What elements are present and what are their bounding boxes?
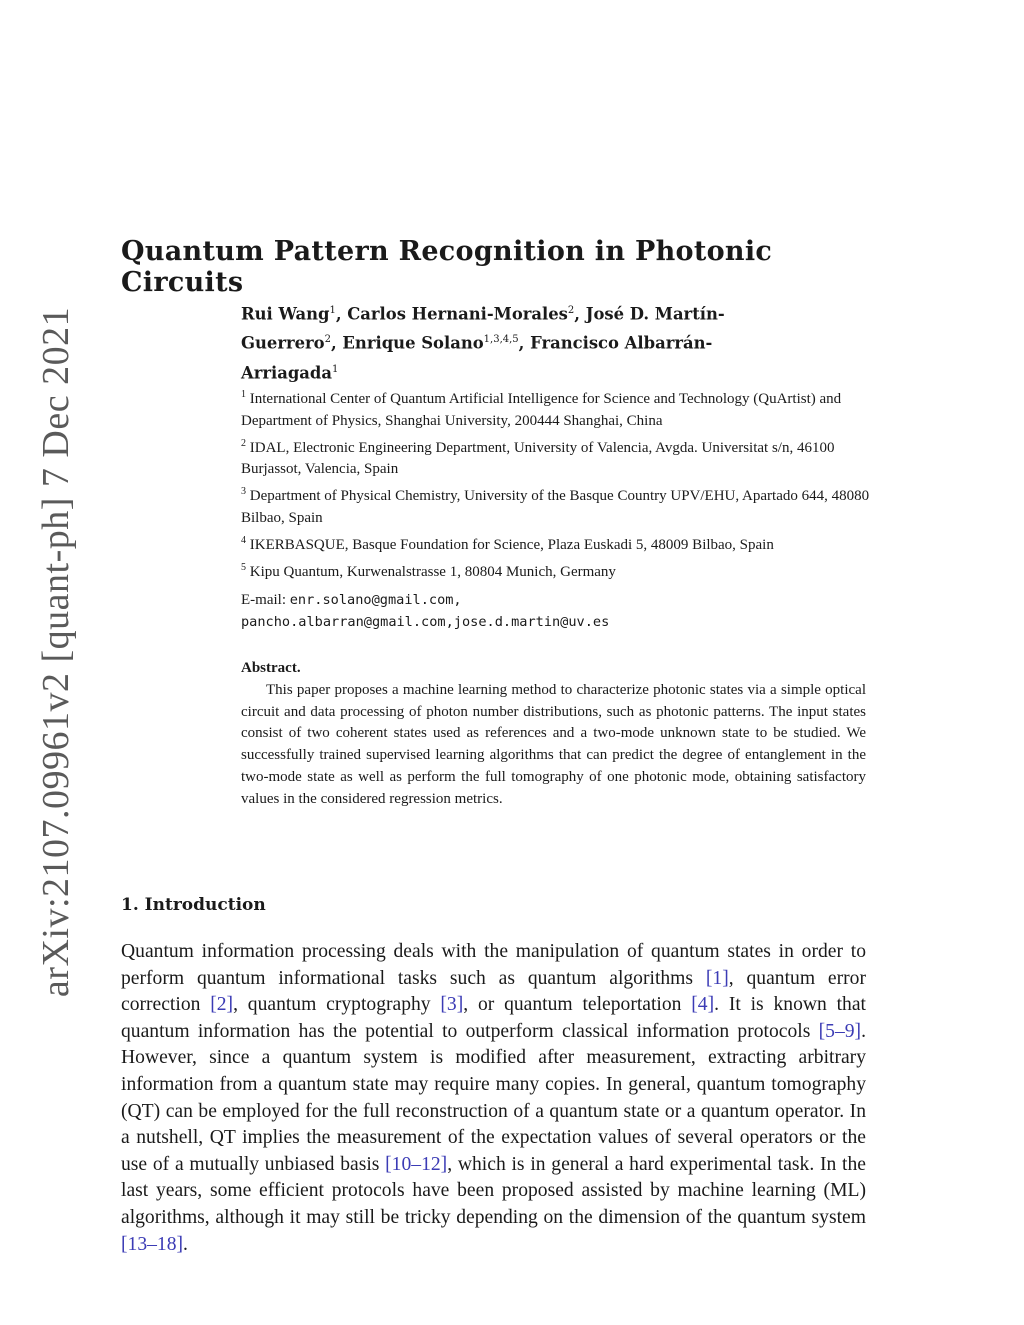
abstract-heading: Abstract. [241,660,301,676]
paragraph-text: , quantum cryptography [233,994,441,1016]
citation-link[interactable]: [3] [440,994,464,1016]
abstract-text: This paper proposes a machine learning method to characterize photonic states via a simple optical circuit and data processing of photon number distributions, such as photonic patterns. The input states consist of two coherent states used as references and a two-mode unknown state to be studied. We successfully trained supervised learning algorithms that can predict the degree of entanglement in the two-mode state as well as perform the full tomography of one photonic mode, obtaining satisfactory values in the considered regression metrics. [241,681,866,807]
author-name: Francisco Albarrán-Arriagada [241,333,713,383]
author-separator: , [518,333,531,353]
affiliation-item [241,530,881,557]
paragraph-text: , quantum error correction [121,967,866,1016]
citation-link[interactable]: [4] [691,994,715,1016]
paper-title: Quantum Pattern Recognition in Photonic Circuits [121,236,773,298]
affiliation-text: IDAL, Electronic Engineering Department, University of Valencia, Avgda. Universitat s/n, 46100 Burjassot, Valencia, Spain [241,439,835,478]
affiliation-number: 4 [241,534,246,546]
author-affiliation-mark: 1 [329,305,336,316]
email-label: E-mail: [241,592,286,608]
paragraph-text: . However, since a quantum system is modified after measurement, extracting arbitrary information from a quantum state may require many copies. In general, quantum tomography (QT) can be employed for the full reconstruction of a quantum state or a quantum operator. In a nutshell, QT implies the measurement of the expectation values of several operators or the use of a mutually unbiased basis [121,1020,866,1175]
paragraph-text: , or quantum teleportation [463,994,692,1016]
affiliation-list [241,384,881,583]
affiliation-number: 5 [241,561,246,573]
author-affiliation-mark: 2 [567,305,575,316]
citation-link[interactable]: [2] [210,994,234,1016]
author-affiliation-mark: 1,3,4,5 [483,334,519,346]
author-name: Rui Wang [241,304,330,324]
abstract-block [241,658,866,811]
paragraph-text: Quantum information processing deals with the manipulation of quantum states in order to perform quantum informational tasks such as quantum algorithms [121,941,866,989]
affiliation-item [241,481,881,530]
paragraph-text: , which is in general a hard experimental task. In the last years, some efficient protocols have been proposed assisted by machine learning (ML) algorithms, although it may still be tricky depending on the dimension of the quantum system [121,1153,866,1228]
paragraph-text: . It is known that quantum information has the potential to outperform classical information protocols [121,994,866,1042]
citation-link[interactable]: [10–12] [385,1153,448,1175]
citation-link[interactable]: [1] [705,967,729,989]
author-name: Enrique Solano [342,333,484,353]
citation-link[interactable]: [13–18] [121,1233,184,1255]
author-affiliation-mark: 2 [324,334,331,346]
affiliation-text: IKERBASQUE, Basque Foundation for Science, Plaza Euskadi 5, 48009 Bilbao, Spain [249,536,774,553]
affiliation-number: 2 [241,437,246,449]
author-name: José D. Martín-Guerrero [241,304,725,353]
author-affiliation-mark: 1 [332,363,339,375]
author-separator: , [335,304,348,324]
author-list [241,298,801,386]
author-separator: , [574,304,586,324]
affiliation-text: International Center of Quantum Artificial Intelligence for Science and Technology (QuArtist) and Department of Physics, Shanghai University, 200444 Shanghai, China [241,391,842,429]
affiliation-number: 3 [241,486,246,498]
affiliation-text: Department of Physical Chemistry, University of the Basque Country UPV/EHU, Apartado 644, 48080 Bilbao, Spain [241,488,870,526]
email-link[interactable]: pancho.albarran@gmail.com,jose.d.martin@uv.es [241,614,610,630]
affiliation-number: 1 [241,389,246,400]
affiliation-text: Kipu Quantum, Kurwenalstrasse 1, 80804 Munich, Germany [249,563,616,580]
author-separator: , [331,333,343,353]
email-link[interactable]: enr.solano@gmail.com, [289,592,462,608]
section-heading: 1. Introduction [121,895,266,915]
affiliation-item [241,433,881,482]
arxiv-identifier-stamp: arXiv:2107.09961v2 [quant-ph] 7 Dec 2021 [35,306,77,998]
introduction-paragraph [121,939,866,1258]
contact-email-block [241,589,881,633]
author-name: Carlos Hernani-Morales [347,304,568,324]
affiliation-item [241,384,881,433]
affiliation-item [241,557,881,584]
citation-link[interactable]: [5–9] [818,1020,862,1042]
paragraph-text: . [183,1233,188,1255]
